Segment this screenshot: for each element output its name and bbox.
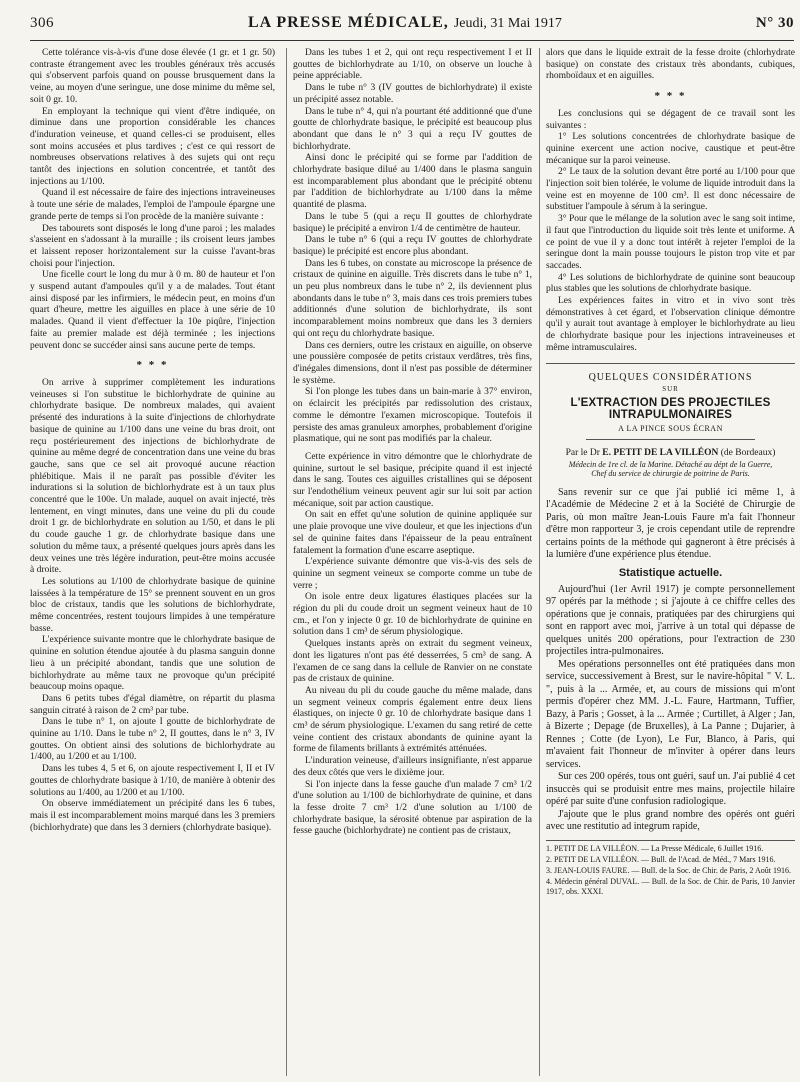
footnote: 2. PETIT DE LA VILLÉON. — Bull. de l'Acad. de Méd., 7 Mars 1916. xyxy=(546,854,776,864)
paragraph: Ainsi donc le précipité qui se forme par l'addition de chlorhydrate basique dilué au 1/400 dans le plasma sanguin est incomparablement plus abondant que le précipité obtenu par l'addition de bichlorhydrate au 1/100 dans la même quantité de plasma. xyxy=(293,153,532,211)
paragraph: Dans les 6 tubes, on constate au microscope la présence de cristaux de quinine en aiguille. Très discrets dans le tube n° 1, un peu plus nombreux dans le tube n° 2, ils deviennent plus abondants dans le tube n° 3, mais dans ces trois premiers tubes additionnés d'une solution de bichlorhydrate, ils sont incomparablement moins nombreux que dans les 3 derniers qui ont reçu du chlorhydrate basique. xyxy=(293,258,532,339)
paragraph: Cette tolérance vis-à-vis d'une dose élevée (1 gr. et 1 gr. 50) contraste étrangement avec les troubles généraux très accusés qui s'observent parfois quand on pousse brusquement dans la veine, au moyen d'une seringue, une dose minime du même sel, soit 0 gr. 10. xyxy=(30,48,275,105)
paragraph: Quelques instants après on extrait du segment veineux, dont les ligatures n'ont pas été desserrées, 5 cm³ de sang. A l'examen de ce sang dans la cellule de Ranvier on ne constate pas de cristaux de quinine. xyxy=(293,639,532,685)
affiliation-line: Médecin de 1re cl. de la Marine. Détaché au dépt de la Guerre, xyxy=(568,459,773,469)
paragraph: Dans ces derniers, outre les cristaux en aiguille, on observe une poussière composée de petits cristaux verdâtres, très fins, d'inégales dimensions, dont il n'est pas possible de déterminer le système. xyxy=(293,340,532,386)
author-prefix: Par le Dr xyxy=(565,448,600,459)
paragraph: Au niveau du pli du coude gauche du même malade, dans un segment veineux compris également entre deux liens élastiques, on injecte 0 gr. 10 de chlorhydrate basique dans 1 cm³ de sérum physiologique. L'examen du sang retiré de cette veine contient des cristaux abondants de quinine ayant la forme de filaments brillants à extrémités atténuées. xyxy=(293,685,532,755)
paragraph: Quand il est nécessaire de faire des injections intraveineuses à toute une série de malades, l'emploi de l'ampoule épargne une grande perte de temps si l'on procède de la manière suivante : xyxy=(30,188,275,222)
paragraph: Dans les tubes 4, 5 et 6, on ajoute respectivement I, II et IV gouttes de chlorhydrate basique à 1/10, de manière à obtenir des solutions au 1/400, au 1/200 et au 1/100. xyxy=(30,764,275,798)
paragraph: Dans les tubes 1 et 2, qui ont reçu respectivement I et II gouttes de bichlorhydrate au 1/10, on observe un louche à peine appréciable. xyxy=(293,48,532,82)
paragraph: Si l'on plonge les tubes dans un bain-marie à 37° environ, on éclaircit les précipités par redissolution des cristaux, comme le démontre l'examen microscopique. Toutefois il persiste des amas granuleux amorphes, probablement d'origine plasmatique, qui ne sont pas modifiés par la chaleur. xyxy=(293,387,532,445)
paragraph: alors que dans le liquide extrait de la fesse droite (chlorhydrate basique) on constate des cristaux très abondants, cubiques, rhomboïdaux et en aiguilles. xyxy=(546,48,795,82)
journal-title xyxy=(248,14,562,32)
page-number: 306 xyxy=(30,15,54,31)
footnote: 4. Médecin général DUVAL. — Bull. de la Soc. de Chir. de Paris, 10 Janvier 1917, obs. XXXI. xyxy=(546,876,795,896)
page-header xyxy=(30,14,794,41)
paragraph: En employant la technique qui vient d'être indiquée, on diminue dans une proportion considérable les chances d'induration veineuse, et quand celles-ci se produisent, elles sont moins accusées et plus tardives ; c'est ce qui ressort de nombreuses observations relatives à des sujets qui ont reçu tantôt des injections en solution concentrée, et tantôt des injections au 1/100. xyxy=(30,106,275,187)
conclusion-item: 2° Le taux de la solution devant être porté au 1/100 pour que l'injection soit bien tolérée, le volume de liquide introduit dans la veine est en moyenne de 100 cm³. Il est donc nécessaire de substituer l'ampoule à sérum à la seringue. xyxy=(546,167,795,213)
conclusion-item: 3° Pour que le mélange de la solution avec le sang soit intime, il faut que l'introduction du liquide soit très lente et uniforme. A ce point de vue il y a donc tout intérêt à rejeter l'emploi de la seringue dont la main pousse toujours le piston trop vite et par saccades. xyxy=(546,214,795,271)
paragraph: Dans le tube n° 1, on ajoute I goutte de bichlorhydrate de quinine au 1/10. Dans le tube n° 2, II gouttes, dans le n° 3, IV gouttes. On obtient ainsi des solutions de bichlorhydrate au 1/400, au 1/200 et au 1/100. xyxy=(30,717,275,763)
affiliation-line: Chef du service de chirurgie de poitrine de Paris. xyxy=(591,469,750,479)
paragraph: On arrive à supprimer complètement les indurations veineuses si l'on substitue le bichlorhydrate de quinine au chlorhydrate basique. De nombreux malades, qui avaient présenté des indurations à la suite d'injections de chlorhydrate basique de quinine au 1/100 dans une veine du bras droit, ont reçu postérieurement des injections de bichlorhydrate de quinine au même degré de concentration dans une veine du bras gauche, sans que ce sel ait provoqué aucune réaction phlébitique. Mais il ne paraît pas possible d'éviter les indurations si la solution de bichlorhydrate est à un taux plus concentré que le 100e. Un malade, auquel on avait injecté, très lentement, en vingt minutes, dans une veine du pli du coude droit 1 gr. de bichlorhydrate en solution au 1/50, et dans le pli du coude gauche 1 gr. de chlorhydrate basique dans une solution du même taux, a présenté quelques jours après dans les deux veines une très légère induration, peut-être moins accusée à droite. xyxy=(30,377,275,576)
section-stars: * * * xyxy=(654,90,687,103)
author-name: E. PETIT DE LA VILLÉON xyxy=(602,448,719,459)
author-affiliation xyxy=(546,460,795,479)
article-subtitle: A LA PINCE SOUS ÉCRAN xyxy=(618,424,723,434)
section-heading: Statistique actuelle. xyxy=(618,566,723,579)
article-title-line1: QUELQUES CONSIDÉRATIONS xyxy=(588,371,753,383)
journal-name: LA PRESSE MÉDICALE, xyxy=(247,14,449,31)
title-divider xyxy=(586,439,755,440)
paragraph: L'induration veineuse, d'ailleurs insignifiante, n'est apparue des deux côtés que vers le dixième jour. xyxy=(293,756,532,778)
paragraph: L'expérience suivante démontre que vis-à-vis des sels de quinine un segment veineux se comporte comme un tube de verre ; xyxy=(293,557,532,591)
paragraph: L'expérience suivante montre que le chlorhydrate basique de quinine en solution étendue ajoutée à du plasma sanguin donne lieu à un précipité abondant, tandis que une solution de bichlorhydrate au même taux ne provoque qu'un précipité beaucoup moins opaque. xyxy=(30,635,275,693)
article-title-sur: SUR xyxy=(662,385,679,394)
paragraph: Dans 6 petits tubes d'égal diamètre, on répartit du plasma sanguin citraté à raison de 2 cm³ par tube. xyxy=(30,693,275,716)
column-1 xyxy=(30,48,275,1076)
paragraph: Une ficelle court le long du mur à 0 m. 80 de hauteur et l'on y suspend autant d'ampoules qu'il y a de malades. Tout étant ainsi disposé par les infirmiers, le médecin peut, en moins d'un quart d'heure, mettre les aiguilles en place à une série de 10 malades. Quand il vient d'effectuer la 10e piqûre, l'injection faite au premier malade est déjà terminée ; les injections peuvent donc se succéder ainsi sans aucune perte de temps. xyxy=(30,270,275,351)
paragraph: Sur ces 200 opérés, tous ont guéri, sauf un. J'ai publié 4 cet insuccès qui se produisit entre mes mains, projectile hilaire opéré par suite d'une confusion radiologique. xyxy=(546,771,795,808)
paragraph: Dans le tube n° 4, qui n'a pourtant été additionné que d'une goutte de chlorhydrate basique, le précipité est beaucoup plus abondant que dans le n° 3 qui a reçu IV gouttes de bichlorhydrate. xyxy=(293,106,532,152)
paragraph: On observe immédiatement un précipité dans les 6 tubes, mais il est incomparablement moins marqué dans les 3 premiers (bichlorhydrate) que dans les 3 derniers (chlorhydrate basique). xyxy=(30,799,275,833)
paragraph: Dans le tube n° 3 (IV gouttes de bichlorhydrate) il existe un précipité assez notable. xyxy=(293,83,532,105)
paragraph: On isole entre deux ligatures élastiques placées sur la région du pli du coude droit un segment veineux haut de 10 cm., et l'on y injecte 0 gr. 10 de bichlorhydrate de quinine en solution dans 1 cm³ de sérum physiologique. xyxy=(293,592,532,638)
paragraph: Aujourd'hui (1er Avril 1917) je compte personnellement 97 opérés par la méthode ; si j'ajoute à ce chiffre celles des opérations que je connais, pratiquées par des chirurgiens qui sont en rapport avec moi, j'arrive à un total qui dépasse de quelques unités 200 opérations, pour l'extraction de 230 projectiles intra-pulmonaires. xyxy=(546,583,795,658)
article-author xyxy=(546,448,795,460)
paragraph: Les conclusions qui se dégagent de ce travail sont les suivantes : xyxy=(546,108,795,131)
columns xyxy=(30,48,794,1076)
paragraph: Mes opérations personnelles ont été pratiquées dans mon service, successivement à Brest, sur le navire-hôpital " V. L. ", puis à la ... Armée, et, au cours de missions qui m'ont permis d'opérer chez MM. J.-L. Faure, Hartmann, Tuffier, Bazy, à Paris ; Gosset, à la ... Armée ; Curtillet, à Alger ; Jan, à Bizerte ; Depage (de Bruxelles), à La Panne ; Dujarier, à Rennes ; Cotte (de Lyon), Le Fur, Blanco, à Paris, qui m'avaient fait l'honneur de m'inviter à opérer dans leurs services. xyxy=(546,658,795,770)
paragraph: J'ajoute que le plus grand nombre des opérés ont guéri avec une restitutio ad integrum rapide, xyxy=(546,808,795,833)
section-stars: * * * xyxy=(136,359,169,372)
issue-date: Jeudi, 31 Mai 1917 xyxy=(453,16,562,31)
paragraph: Dans le tube 5 (qui a reçu II gouttes de chlorhydrate basique) le précipité a environ 1/4 de centimètre de hauteur. xyxy=(293,211,532,234)
column-2 xyxy=(286,48,532,1076)
author-suffix: (de Bordeaux) xyxy=(720,448,776,459)
paragraph: Sans revenir sur ce que j'ai publié ici même 1, à l'Académie de Médecine 2 et à la Société de Chirurgie de Paris, où mon maître Jean-Louis Faure m'a fait l'honneur d'être mon rapporteur 3, je crois cependant utile de reprendre certains points de la méthode qui gagneront à être précisés à la lumière d'une expérience plus étendue. xyxy=(546,486,795,561)
paragraph: Si l'on injecte dans la fesse gauche d'un malade 7 cm³ 1/2 d'une solution au 1/100 de bichlorhydrate de quinine, et dans la fesse droite 7 cm³ 1/2 d'une solution au 1/100 de chlorhydrate basique, la sérosité obtenue par aspiration de la fesse gauche (bichlorhydrate) ne contient pas de cristaux, xyxy=(293,779,532,837)
conclusion-item: 4° Les solutions de bichlorhydrate de quinine sont beaucoup plus stables que les solutions de chlorhydrate basique. xyxy=(546,272,795,295)
paragraph: On sait en effet qu'une solution de quinine appliquée sur une plaie provoque une vive douleur, et que les injections d'un sel de quinine faites dans l'épaisseur de la peau entraînent fatalement la formation d'une escarre aseptique. xyxy=(293,510,532,556)
footnote: 1. PETIT DE LA VILLÉON. — La Presse Médicale, 6 Juillet 1916. xyxy=(546,843,764,853)
paragraph: Les expériences faites in vitro et in vivo sont très démonstratives à cet égard, et l'observation clinique démontre qu'il y aurait tout avantage à employer le bichlorhydrate au lieu de chlorhydrate basique pour les injections intraveineuses et même intramusculaires. xyxy=(546,296,795,353)
paragraph: Les solutions au 1/100 de chlorhydrate basique de quinine laissées à la température de 15° se prennent souvent en un gros bloc de cristaux, tandis que les solutions de bichlorhydrate, même concentrées, restent toujours limpides à une température basse. xyxy=(30,576,275,634)
issue-number: N° 30 xyxy=(755,15,794,31)
paragraph: Des tabourets sont disposés le long d'une paroi ; les malades s'asseient en s'adossant à la muraille ; ils croisent leurs jambes et laissent reposer horizontalement sur la cuisse l'avant-bras choisi pour l'injection. xyxy=(30,223,275,269)
footnote: 3. JEAN-LOUIS FAURE. — Bull. de la Soc. de Chir. de Paris, 2 Août 1916. xyxy=(546,865,791,875)
column-3 xyxy=(539,48,795,1076)
article-title-main: L'EXTRACTION DES PROJECTILES INTRAPULMONAIRES xyxy=(570,396,771,421)
paragraph: Cette expérience in vitro démontre que le chlorhydrate de quinine, surtout le sel basique, précipite quand il est injecté dans le sang. Toutes ces aiguilles cristallines qui se déposent sur l'endothélium veineux peuvent agir sur lui soit par action mécanique, soit par action caustique. xyxy=(293,451,532,509)
footnotes xyxy=(546,840,795,897)
paragraph: Dans le tube n° 6 (qui a reçu IV gouttes de chlorhydrate basique) le précipité est encore plus abondant. xyxy=(293,235,532,257)
article-divider xyxy=(546,363,795,364)
conclusion-item: 1° Les solutions concentrées de chlorhydrate basique de quinine exercent une action nocive, caustique et peut-être mécanique sur la paroi veineuse. xyxy=(546,132,795,166)
